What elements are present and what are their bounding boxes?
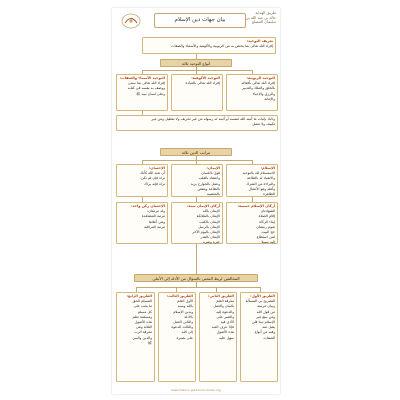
level-line: تراه فإنه يراك (144, 181, 165, 186)
path-line: معرفة العلم (216, 299, 234, 304)
type-heading: التوحيد الأسماء والصفات: (119, 76, 165, 80)
path-line: وبدين الإسلام (173, 309, 193, 314)
path-heading: الطريق الرابع: (126, 294, 152, 298)
level-heading: الإيمان: (206, 166, 220, 170)
path-line: المسلم الحق (132, 299, 152, 304)
level-heading: الإسلام: (260, 166, 275, 170)
path-line: يقبل منه (262, 325, 275, 330)
path-line: فإذا عرف العبد (211, 325, 234, 330)
connector (196, 156, 197, 164)
infographic-sheet (112, 8, 280, 394)
level-box-ihsan (116, 164, 168, 197)
pillars-line: لمن استطاع (256, 235, 275, 240)
page-title: بيان جهات دين الإسلام (154, 13, 246, 28)
type-line: وعلى لسان نبيه ﷺ (136, 91, 165, 96)
definition-box (142, 37, 276, 54)
calligraphy-line: طريق الهداية (255, 10, 276, 15)
type-heading: التوحيد الربوبية: (246, 76, 275, 80)
connector (142, 70, 252, 71)
level-line: وأهله وهو الأعمال (248, 186, 275, 191)
connector (196, 282, 197, 287)
pillars-heading: أركان الإيمان ستة: (186, 204, 220, 208)
pillars-line: مرتبة المراقبة (144, 224, 165, 229)
type-line: إفراد الله تعالى بما سمى (127, 81, 165, 86)
pillars-line: إليه سبيلا (261, 240, 275, 245)
path-heading: الطريق الثالث: (166, 294, 193, 298)
calligraphy-line: خالد بن عبد الله بن (245, 14, 276, 20)
path-line: والثالث الدعوة (171, 325, 193, 330)
pillars-line: وله مرتبتان: (147, 209, 165, 214)
definition-text: إفراد الله تعالى بما يختص به من الربوبية والألوهية والأسماء والصفات (171, 44, 273, 49)
pillars-box-ihsan (116, 202, 168, 244)
path-line: الثلاثة وهي (135, 325, 152, 330)
path-line: بالأدلة (184, 314, 193, 319)
type-line: والإماتة (264, 96, 275, 101)
path-line: وفيه من أنواع (254, 330, 275, 335)
level-box-islam (226, 164, 278, 197)
path-line: الإسلام دينا فلن (251, 320, 275, 325)
type-line: بالخلق والملك والتدبير (242, 86, 275, 91)
pillars-box-islam (226, 202, 278, 244)
type-box-lordship (226, 74, 278, 111)
attributes-note (116, 115, 278, 131)
level-line: واعتقاد بالقلب (198, 176, 220, 181)
level-line: الظاهرة (263, 192, 275, 197)
path-line: الأول العلم (177, 299, 193, 304)
levels-ribbon: مراتب الدين ثلاثة (160, 148, 232, 156)
type-line: والرزق والإحياء (252, 91, 275, 96)
pillars-line: الإيمان بالقدر (200, 235, 220, 240)
level-box-iman (171, 164, 223, 197)
pillars-line: الإيمان بالله (202, 209, 220, 214)
pillars-heading: أركان الإسلام خمسة: (237, 204, 275, 208)
pillars-line: الإيمان باليوم الآخر (192, 230, 220, 235)
pillars-line: حج البيت (261, 230, 275, 235)
path-box-third (158, 292, 196, 382)
calligraphy-signature (245, 10, 276, 25)
level-line: أن تعبد الله كأنك (140, 171, 165, 176)
level-line: قول باللسان (201, 171, 220, 176)
pillars-line: الإيمان بالرسل (198, 224, 220, 229)
path-line: هذه الأصول (134, 320, 152, 325)
pillars-line: الإيمان بالملائكة (196, 214, 220, 219)
connector (196, 244, 197, 274)
path-line: بالبيان والعمل (213, 304, 234, 309)
pillars-heading: الإحسان ركن واحد: (130, 204, 165, 208)
level-line: تراه فإن لم تكن (141, 176, 165, 181)
path-line: من قول الله (256, 309, 275, 314)
level-line: الاستسلام لله بالتوحيد (242, 171, 275, 176)
footer-url: www.islamic-guidance-charts.org (171, 388, 221, 392)
path-line: كل مسلم (137, 309, 152, 314)
path-line: بالله وبنبيه (177, 304, 193, 309)
path-line: ما يجب على (133, 304, 152, 309)
level-line: والبراءة من الشرك (246, 181, 275, 186)
path-line: والدين والنبي (132, 335, 152, 340)
definition-heading: تعريف التوحيد: (246, 39, 273, 43)
types-ribbon: أنواع التوحيد ثلاثة (160, 59, 232, 67)
note-line: وذلك بإثبات ما أثبته الله لنفسه أو أثبته له رسوله من غير تحريف ولا تعطيل ومن غير (151, 117, 275, 121)
pillars-line: الإيمان بالكتب (199, 219, 220, 224)
pillars-line: خيره وشره (203, 240, 220, 245)
pillars-line: صوم رمضان (256, 224, 275, 229)
path-line: التصريح بي المسألة (245, 299, 275, 304)
path-box-second (199, 292, 237, 382)
connector (142, 160, 252, 161)
type-line: إفراد الله تعالى بالعبادة (185, 81, 220, 86)
level-line: بالطاعة وينقص (197, 186, 220, 191)
path-line: على بصيرة (176, 335, 193, 340)
path-line: والصبر على (216, 314, 234, 319)
path-line: هذه الأصول (216, 330, 234, 335)
path-heading: الطريق الأول: (250, 294, 275, 298)
path-line: والدعوة إليه (216, 309, 234, 314)
pillars-line: إقام الصلاة (258, 214, 275, 219)
type-heading: التوحيد الألوهية: (191, 76, 220, 80)
path-heading: الطريق الثاني: (208, 294, 234, 298)
pillars-box-iman (171, 202, 223, 244)
path-line: ومن يبتغ غير (256, 314, 275, 319)
type-box-worship (171, 74, 223, 111)
emblem-icon (120, 12, 142, 30)
level-line: وعمل بالجوارح يزيد (190, 181, 220, 186)
path-line: ﷺ (147, 340, 152, 345)
path-line: الأذى فيه (220, 320, 234, 325)
path-line: إلى الله (181, 330, 193, 335)
level-heading: الإحسان: (148, 166, 165, 170)
connector (196, 67, 197, 74)
path-line: الصفات (263, 335, 275, 340)
path-line: معرفة الرب (134, 330, 152, 335)
pillars-line: الشهادتان (260, 209, 275, 214)
level-line: والانقياد له بالطاعة (247, 176, 275, 181)
type-line: ووصف به نفسه في كتابه (127, 86, 165, 91)
path-line: والثاني العمل (173, 320, 193, 325)
paths-ribbon: المخالفين لربط المعنى بالسؤال من الأدلة إلى الأعلى (134, 274, 258, 282)
pillars-line: مرتبة المشاهدة (141, 214, 165, 219)
pillars-line: وهي أعلاها (148, 219, 165, 224)
type-line: إفراد الله تعالى بأفعاله (241, 81, 275, 86)
pillars-line: إيتاء الزكاة (259, 219, 275, 224)
connector (136, 287, 260, 288)
path-box-fourth (116, 292, 155, 382)
calligraphy-line: سليمان المصلح (251, 19, 276, 25)
path-line: ومسلمة تعلم (132, 314, 152, 319)
type-box-names (116, 74, 168, 111)
path-line: سهل عليه (219, 335, 234, 340)
note-line: تكييف ولا تمثيل (252, 122, 275, 127)
level-line: بالمعصية (206, 192, 220, 197)
path-line: وبيان مرتبته (257, 304, 275, 309)
path-box-first (240, 292, 278, 382)
header (112, 8, 280, 34)
